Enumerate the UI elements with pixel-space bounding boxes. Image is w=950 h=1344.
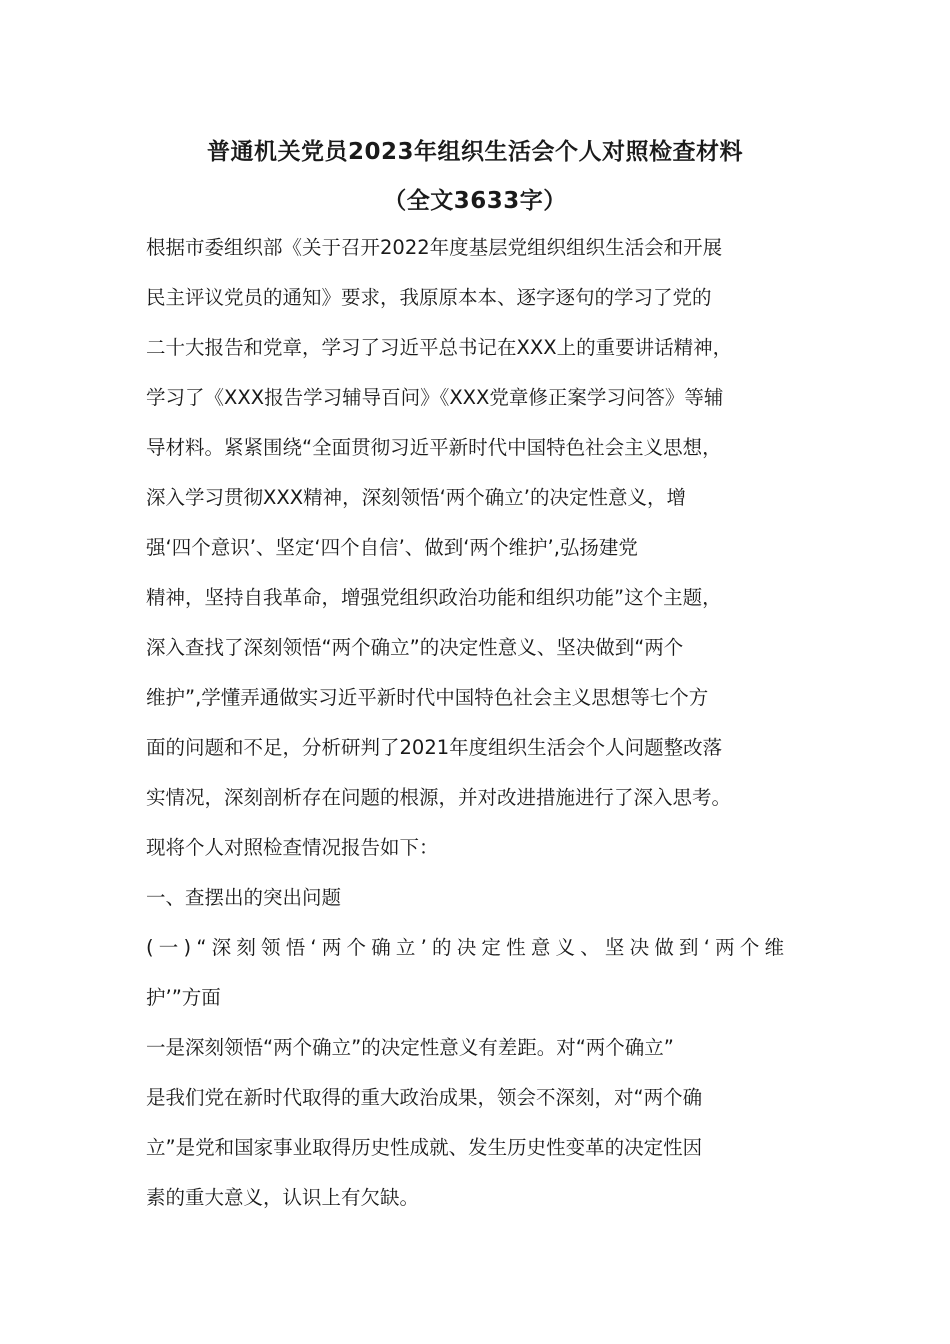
text-line: 立”是党和国家事业取得历史性成就、发生历史性变革的决定性因 <box>146 1136 703 1159</box>
document-subtitle: （全文3633字） <box>383 188 567 214</box>
text-line: 二十大报告和党章，学习了习近平总书记在XXX上的重要讲话精神， <box>146 336 733 359</box>
subsection-heading: (一)“深刻领悟‘两个确立’的决定性意义、坚决做到‘两个维 <box>146 936 790 959</box>
document-body <box>146 232 836 1232</box>
text-line: 维护”,学懂弄通做实习近平新时代中国特色社会主义思想等七个方 <box>146 686 709 709</box>
text-line: 面的问题和不足，分析研判了2021年度组织生活会个人问题整改落 <box>146 736 723 759</box>
text-line: 导材料。紧紧围绕“全面贯彻习近平新时代中国特色社会主义思想， <box>146 436 722 459</box>
text-line: 根据市委组织部《关于召开2022年度基层党组织组织生活会和开展 <box>146 236 723 259</box>
text-line: 深入学习贯彻XXX精神，深刻领悟‘两个确立’的决定性意义，增 <box>146 486 686 509</box>
text-line: 现将个人对照检查情况报告如下： <box>146 836 439 859</box>
text-line: 强‘四个意识’、坚定‘四个自信’、做到‘两个维护’,弘扬建党 <box>146 536 638 559</box>
text-line: 深入查找了深刻领悟“两个确立”的决定性意义、坚决做到“两个 <box>146 636 684 659</box>
text-line: 一是深刻领悟“两个确立”的决定性意义有差距。对“两个确立” <box>146 1036 674 1059</box>
text-line: 精神，坚持自我革命，增强党组织政治功能和组织功能”这个主题， <box>146 586 722 609</box>
text-line: 实情况，深刻剖析存在问题的根源，并对改进措施进行了深入思考。 <box>146 786 732 809</box>
text-line: 学习了《XXX报告学习辅导百问》《XXX党章修正案学习问答》等辅 <box>146 386 724 409</box>
text-line: 民主评议党员的通知》要求，我原原本本、逐字逐句的学习了党的 <box>146 286 712 309</box>
text-line: 是我们党在新时代取得的重大政治成果，领会不深刻，对“两个确 <box>146 1086 703 1109</box>
text-line: 素的重大意义，认识上有欠缺。 <box>146 1186 420 1209</box>
subsection-heading-cont: 护’”方面 <box>146 986 221 1009</box>
document-title: 普通机关党员2023年组织生活会个人对照检查材料 <box>206 139 743 165</box>
section-heading: 一、查摆出的突出问题 <box>146 886 342 909</box>
